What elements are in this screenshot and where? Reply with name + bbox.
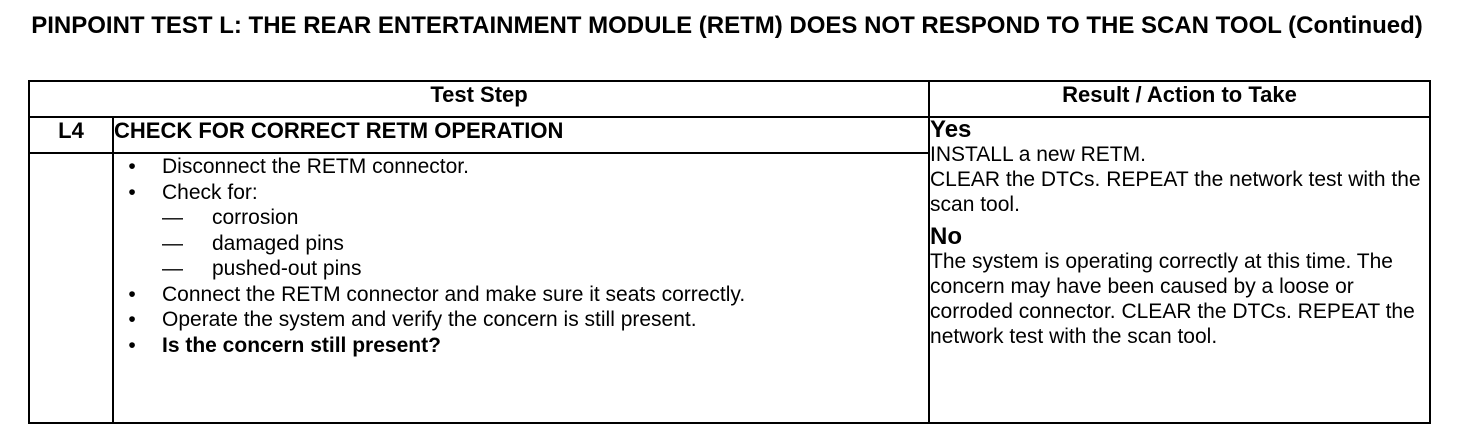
step-instructions-cell — [113, 153, 929, 423]
yes-action-2: CLEAR the DTCs. REPEAT the network test with the scan tool. — [930, 168, 1421, 216]
list-item — [126, 307, 928, 333]
check-item-text: damaged pins — [212, 231, 344, 255]
dash-icon: — — [162, 206, 183, 229]
instruction-text: Check for: — [162, 180, 258, 204]
dash-icon: — — [162, 231, 183, 255]
yes-action-1: INSTALL a new RETM. — [930, 143, 1146, 166]
bullet-icon: • — [128, 180, 136, 204]
no-result — [930, 225, 1429, 349]
check-list — [162, 205, 928, 282]
check-item-text: pushed-out pins — [212, 257, 362, 280]
list-item — [162, 231, 928, 257]
question-text: Is the concern still present? — [162, 333, 441, 357]
no-action: The system is operating correctly at this time. The concern may have been caused by a loose or corroded connector. CLEAR the DTCs. REPEAT the network test with the scan tool. — [930, 250, 1415, 348]
list-item — [126, 333, 928, 359]
instruction-text: Connect the RETM connector and make sure it seats correctly. — [162, 282, 746, 306]
pinpoint-test-table — [28, 80, 1431, 424]
step-title: CHECK FOR CORRECT RETM OPERATION — [113, 117, 929, 153]
dash-icon: — — [162, 257, 183, 280]
check-item-text: corrosion — [212, 206, 299, 229]
instruction-text: Operate the system and verify the concern is still present. — [162, 308, 697, 331]
result-header: Result / Action to Take — [929, 81, 1430, 117]
yes-label: Yes — [930, 116, 972, 143]
list-item — [126, 154, 928, 180]
step-number: L4 — [29, 117, 113, 153]
instruction-text: Disconnect the RETM connector. — [162, 155, 469, 178]
no-label: No — [930, 223, 963, 250]
step-title-row — [29, 117, 1430, 153]
step-number-blank — [29, 153, 113, 423]
list-item — [162, 205, 928, 231]
page-title: PINPOINT TEST L: THE REAR ENTERTAINMENT MODULE (RETM) DOES NOT RESPOND TO THE SCAN TOOL (Continued) — [31, 12, 1423, 39]
list-item — [126, 282, 928, 308]
test-step-header: Test Step — [29, 81, 929, 117]
table-header-row — [29, 81, 1430, 117]
result-cell — [929, 117, 1430, 423]
bullet-icon: • — [128, 308, 136, 331]
yes-result — [930, 118, 1429, 217]
bullet-icon: • — [128, 282, 136, 306]
list-item — [126, 180, 928, 282]
bullet-icon: • — [128, 155, 136, 178]
bullet-icon: • — [128, 333, 136, 357]
instruction-list — [114, 154, 928, 358]
list-item — [162, 256, 928, 282]
